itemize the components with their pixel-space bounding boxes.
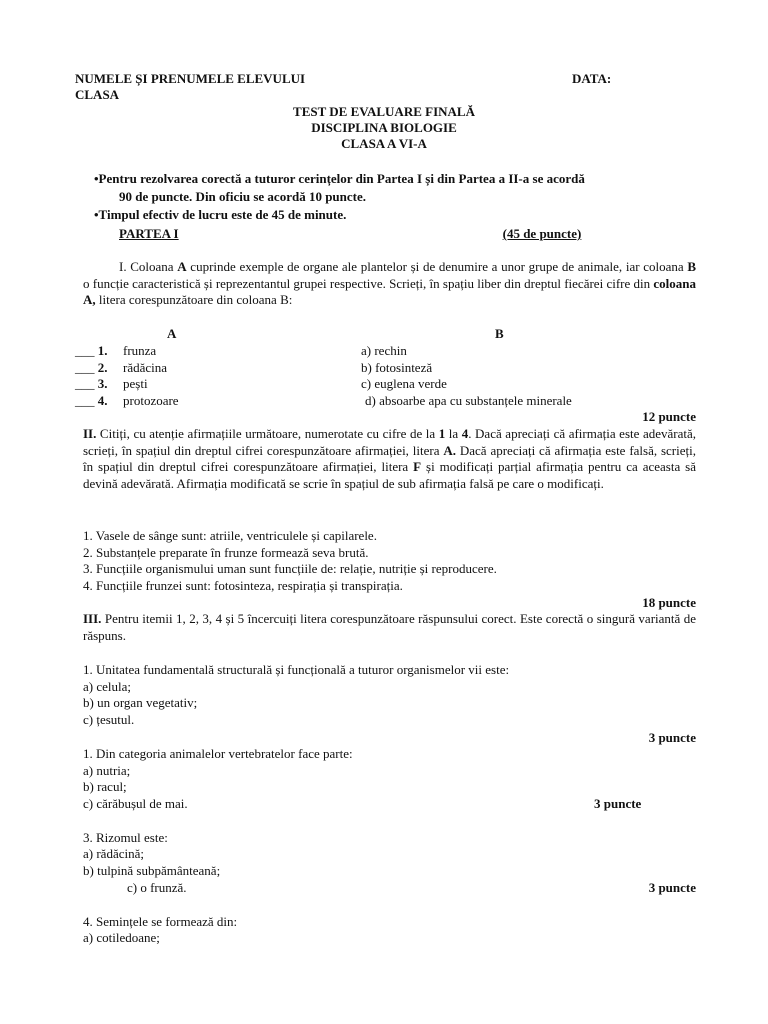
question-4: 4. Semințele se formează din: xyxy=(83,914,238,929)
statement: 4. Funcțiile frunzei sunt: fotosinteza, respirația și transpirația. xyxy=(83,578,403,593)
question-1-points: 3 puncte xyxy=(648,730,696,745)
match-row: ___ 1. frunza a) rechin xyxy=(75,343,407,358)
instruction-1-cont: 90 de puncte. Din oficiu se acordă 10 puncte. xyxy=(119,189,366,204)
part1-points: (45 de puncte) xyxy=(502,226,582,241)
section2-points: 18 puncte xyxy=(642,595,696,610)
answer-option: a) rădăcină; xyxy=(83,846,144,861)
part1-title: PARTEA I xyxy=(119,226,179,241)
section3-instructions: III. Pentru itemii 1, 2, 3, 4 și 5 încercuiți litera corespunzătoare răspunsului corect. Este corectă o singură variantă de răspuns. xyxy=(83,611,696,643)
answer-option: c) cărăbușul de mai. xyxy=(83,796,188,811)
answer-option: a) cotiledoane; xyxy=(83,930,160,945)
instruction-2: •Timpul efectiv de lucru este de 45 de minute. xyxy=(94,207,347,222)
question-2: 1. Din categoria animalelor vertebratelor face parte: xyxy=(83,746,353,761)
match-row: ___ 3. pești c) euglena verde xyxy=(75,376,447,391)
question-2-points: 3 puncte xyxy=(594,796,642,811)
answer-option: b) tulpină subpământeană; xyxy=(83,863,221,878)
match-row: ___ 2. rădăcina b) fotosinteză xyxy=(75,360,433,375)
question-3: 3. Rizomul este: xyxy=(83,830,168,845)
column-b-header: B xyxy=(495,326,504,341)
answer-option: b) un organ vegetativ; xyxy=(83,695,198,710)
section1-points: 12 puncte xyxy=(642,409,696,424)
statement: 1. Vasele de sânge sunt: atriile, ventriculele și capilarele. xyxy=(83,528,377,543)
question-3-points: 3 puncte xyxy=(648,880,696,895)
part1-header xyxy=(119,226,615,242)
question-1: 1. Unitatea fundamentală structurală și funcțională a tuturor organismelor vii este: xyxy=(83,662,510,677)
answer-option: c) țesutul. xyxy=(83,712,135,727)
answer-option: b) racul; xyxy=(83,779,127,794)
test-title: TEST DE EVALUARE FINALĂ xyxy=(293,104,475,119)
statement: 2. Substanțele preparate în frunze formează seva brută. xyxy=(83,545,369,560)
student-name-label: NUMELE ȘI PRENUMELE ELEVULUI xyxy=(75,71,306,86)
match-row: ___ 4. protozoare d) absoarbe apa cu substanțele minerale xyxy=(75,393,572,408)
column-a-header: A xyxy=(167,326,177,341)
answer-option: a) celula; xyxy=(83,679,131,694)
section2-instructions: II. Citiți, cu atenție afirmațiile următoare, numerotate cu cifre de la 1 la 4. Dacă apreciați că afirmația este adevărată, scrieți, în spațiul din dreptul cifrei corespunzătoare afirmației, litera A. Dacă apreciați că afirmația este falsă, scrieți, în spațiul din dreptul cifrei corespunzătoare afirmației, litera F și modificați parțial afirmația pentru ca aceasta să devină adevărată. Afirmația modificată se scrie în spațiul de sub afirmația falsă pe care o modificați. xyxy=(83,426,696,491)
answer-option: a) nutria; xyxy=(83,763,131,778)
instruction-1: •Pentru rezolvarea corectă a tuturor cerințelor din Partea I și din Partea a II-a se acordă xyxy=(94,171,585,186)
answer-option: c) o frunză. xyxy=(127,880,187,895)
statement: 3. Funcțiile organismului uman sunt funcțiile de: relație, nutriție și reproducere. xyxy=(83,561,497,576)
class-title: CLASA A VI-A xyxy=(341,136,427,151)
section1-intro: I. Coloana A cuprinde exemple de organe ale plantelor și de denumire a unor grupe de animale, iar coloana B o funcție caracteristică și reprezentantul grupei respective. Scrieți, în spațiu liber din dreptul fiecărei cifre din coloana A, litera corespunzătoare din coloana B: xyxy=(83,259,696,307)
class-label: CLASA xyxy=(75,87,120,102)
subject-title: DISCIPLINA BIOLOGIE xyxy=(311,120,457,135)
date-label: DATA: xyxy=(572,71,612,86)
